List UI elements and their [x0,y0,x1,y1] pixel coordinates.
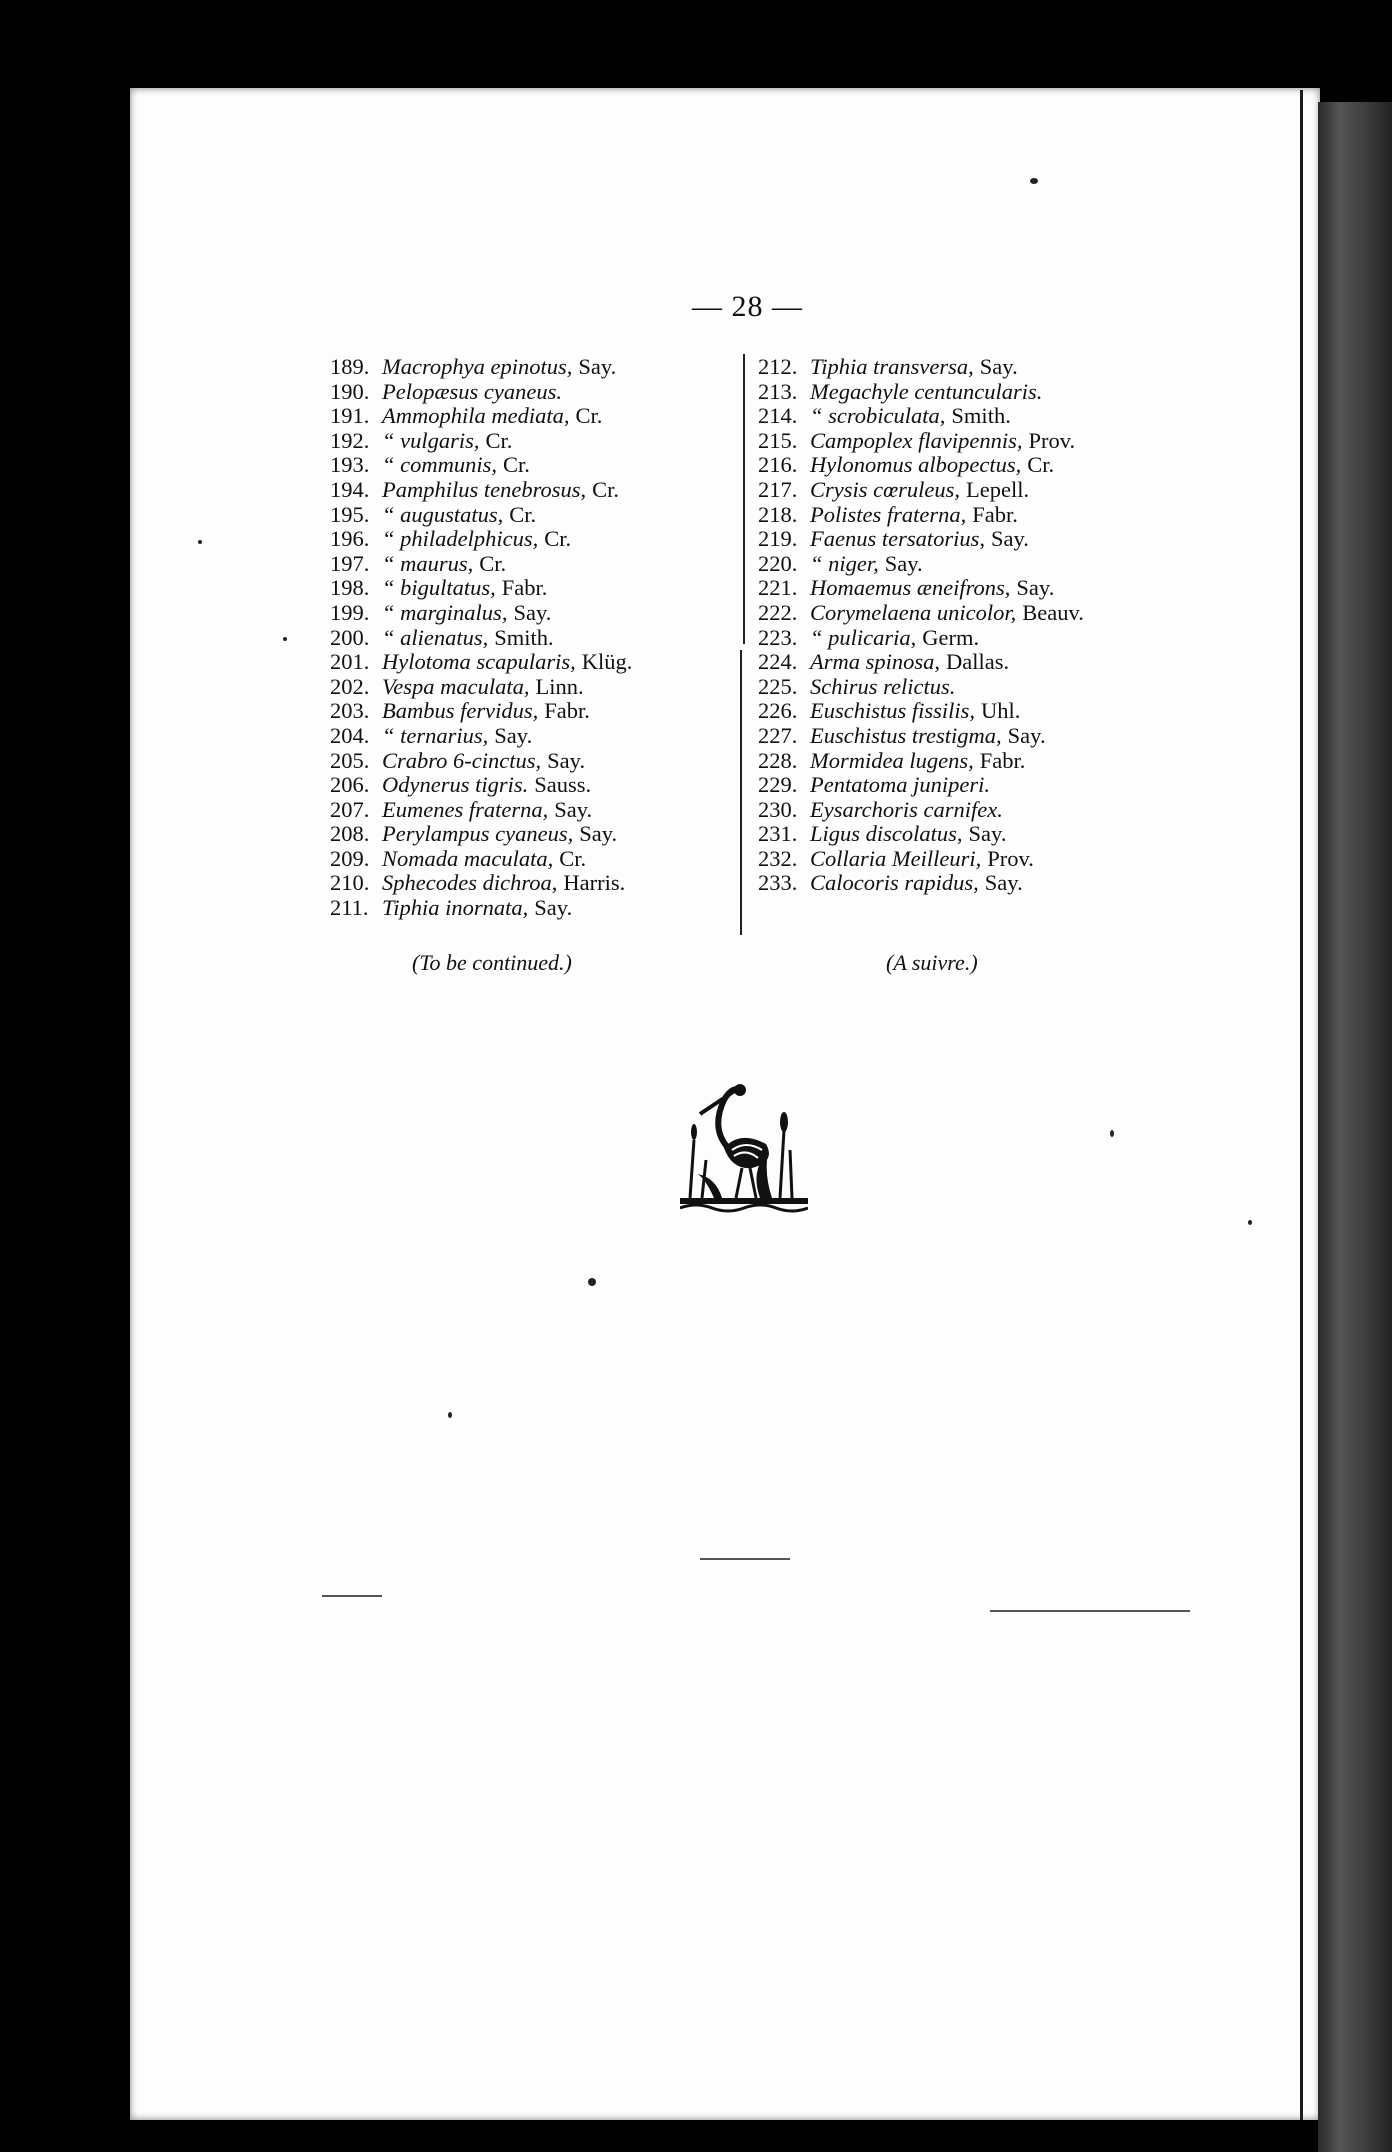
species-authority: Prov. [1028,427,1076,453]
entry-number: 220. [758,550,798,576]
scan-speck [1248,1220,1252,1225]
species-authority: Say. [579,821,618,847]
species-name: Odynerus tigris. [382,772,529,798]
species-authority: Prov. [987,845,1034,871]
page-number: — 28 — [692,290,803,323]
species-entry [330,675,750,700]
entry-number: 226. [758,698,798,724]
entry-number: 195. [330,501,370,527]
species-name: “ scrobiculata, [810,403,946,429]
species-entry [758,724,1178,749]
species-entry [330,527,750,552]
entry-number: 204. [330,722,370,748]
species-authority: Say. [578,354,617,379]
species-entry [330,355,750,380]
species-entry [758,404,1178,429]
species-entry [330,773,750,798]
species-entry [758,552,1178,577]
species-name: Campoplex flavipennis, [810,427,1023,453]
entry-number: 203. [330,698,370,724]
scan-speck [448,1412,452,1418]
species-name: “ communis, [382,452,498,478]
entry-number: 208. [330,821,370,847]
species-authority: Say. [1007,722,1046,748]
continued-note-french: (A suivre.) [886,950,978,975]
species-entry [758,601,1178,626]
entry-number: 201. [330,649,370,675]
entry-number: 224. [758,649,798,675]
entry-number: 210. [330,870,370,896]
species-name: Eumenes fraterna, [382,796,549,822]
species-entry [758,576,1178,601]
entry-number: 206. [330,772,370,798]
species-entry [330,453,750,478]
species-name: Collaria Meilleuri, [810,845,982,871]
entry-number: 197. [330,550,370,576]
species-entry [330,871,750,896]
species-name: Faenus tersatorius, [810,526,986,552]
species-name: Pamphilus tenebrosus, [382,476,587,502]
page-edge [1300,90,1303,2120]
species-entry [758,380,1178,405]
species-authority: Cr. [575,403,603,429]
entry-number: 199. [330,599,370,625]
species-name: Megachyle centuncularis. [810,378,1043,404]
column-divider-lower [740,650,742,935]
species-entry [330,699,750,724]
entry-number: 209. [330,845,370,871]
entry-number: 194. [330,476,370,502]
entry-number: 233. [758,870,798,896]
species-authority: Fabr. [501,575,548,601]
entry-number: 212. [758,354,798,379]
species-name: Tiphia transversa, [810,354,974,379]
species-entry [330,429,750,454]
species-name: Ammophila mediata, [382,403,570,429]
species-entry [330,503,750,528]
species-authority: Smith. [494,624,554,650]
species-authority: Say. [494,722,533,748]
crane-ornament-icon [680,1070,808,1220]
entry-number: 190. [330,378,370,404]
binding-strip [1318,102,1392,2152]
species-authority: Germ. [922,624,980,650]
entry-number: 217. [758,476,798,502]
entry-number: 214. [758,403,798,429]
species-authority: Say. [884,550,923,576]
species-name: “ niger, [810,550,879,576]
species-entry [330,822,750,847]
species-name: Corymelaena unicolor, [810,599,1017,625]
species-name: “ augustatus, [382,501,504,527]
species-name: Ligus discolatus, [810,821,963,847]
species-authority: Say. [1016,575,1055,601]
entry-number: 229. [758,772,798,798]
species-name: “ maurus, [382,550,474,576]
entry-number: 230. [758,796,798,822]
species-entry [758,650,1178,675]
species-name: Arma spinosa, [810,649,941,675]
species-name: “ marginalus, [382,599,508,625]
entry-number: 211. [330,895,369,921]
species-entry [758,626,1178,651]
species-authority: Say. [984,870,1023,896]
species-name: Pentatoma juniperi. [810,772,990,798]
species-entry [758,773,1178,798]
species-authority: Cr. [592,476,620,502]
scan-speck [198,540,202,544]
species-name: Euschistus trestigma, [810,722,1002,748]
species-name: Calocoris rapidus, [810,870,979,896]
species-entry [330,749,750,774]
scan-speck [588,1278,596,1286]
species-name: Nomada maculata, [382,845,554,871]
entry-number: 198. [330,575,370,601]
species-name: Mormidea lugens, [810,747,974,773]
species-entry [330,552,750,577]
species-name: Homaemus æneifrons, [810,575,1011,601]
scan-rule-fragment [700,1558,790,1560]
species-authority: Say. [979,354,1018,379]
species-entry [758,478,1178,503]
species-authority: Cr. [1027,452,1055,478]
scan-rule-fragment [322,1595,382,1597]
species-name: “ bigultatus, [382,575,496,601]
species-entry [758,822,1178,847]
species-authority: Say. [513,599,552,625]
entry-number: 207. [330,796,370,822]
entry-number: 205. [330,747,370,773]
entry-number: 202. [330,673,370,699]
species-name: Bambus fervidus, [382,698,539,724]
species-entry [758,453,1178,478]
species-name: Hylonomus albopectus, [810,452,1022,478]
entry-number: 189. [330,354,370,379]
entry-number: 228. [758,747,798,773]
species-authority: Cr. [509,501,537,527]
continued-note-english: (To be continued.) [412,950,572,975]
species-name: Tiphia inornata, [382,895,529,921]
species-entry [330,724,750,749]
species-authority: Smith. [951,403,1011,429]
entry-number: 219. [758,526,798,552]
entry-number: 200. [330,624,370,650]
entry-number: 232. [758,845,798,871]
species-name: Sphecodes dichroa, [382,870,558,896]
species-entry [758,527,1178,552]
species-entry [758,675,1178,700]
species-authority: Say. [547,747,586,773]
species-name: Macrophya epinotus, [382,354,573,379]
entry-number: 196. [330,526,370,552]
species-name: “ ternarius, [382,722,489,748]
species-authority: Linn. [535,673,584,699]
species-name: Vespa maculata, [382,673,530,699]
species-name: Crysis cœruleus, [810,476,961,502]
entry-number: 193. [330,452,370,478]
species-entry [330,896,750,921]
species-name: “ philadelphicus, [382,526,539,552]
entry-number: 225. [758,673,798,699]
species-entry [758,847,1178,872]
species-entry [758,871,1178,896]
scan-speck [1110,1130,1114,1137]
species-name: “ alienatus, [382,624,489,650]
species-entry [758,749,1178,774]
species-authority: Cr. [479,550,507,576]
species-authority: Beauv. [1022,599,1084,625]
species-entry [330,478,750,503]
species-entry [758,798,1178,823]
species-authority: Say. [534,895,573,921]
species-entry [330,380,750,405]
species-authority: Sauss. [534,772,592,798]
entry-number: 231. [758,821,798,847]
species-name: “ pulicaria, [810,624,917,650]
column-divider [743,354,745,644]
species-name: Polistes fraterna, [810,501,967,527]
species-name: Pelopæsus cyaneus. [382,378,562,404]
species-name: Euschistus fissilis, [810,698,976,724]
entry-number: 191. [330,403,370,429]
species-entry [330,576,750,601]
entry-number: 213. [758,378,798,404]
species-authority: Fabr. [979,747,1026,773]
species-entry [330,798,750,823]
scan-speck [1030,178,1038,184]
entry-number: 222. [758,599,798,625]
entry-number: 215. [758,427,798,453]
species-entry [758,429,1178,454]
species-authority: Cr. [503,452,530,478]
species-list-left [330,355,750,921]
species-authority: Dallas. [946,649,1010,675]
entry-number: 218. [758,501,798,527]
species-name: Crabro 6-cinctus, [382,747,542,773]
species-entry [330,626,750,651]
species-authority: Fabr. [972,501,1018,527]
species-name: Eysarchoris carnifex. [810,796,1003,822]
species-authority: Say. [554,796,593,822]
species-name: Schirus relictus. [810,673,956,699]
species-entry [758,699,1178,724]
species-entry [330,404,750,429]
species-entry [330,847,750,872]
species-authority: Klüg. [581,649,633,675]
species-entry [758,355,1178,380]
species-list-right [758,355,1178,896]
species-name: Hylotoma scapularis, [382,649,576,675]
species-entry [330,650,750,675]
scan-rule-fragment [990,1610,1190,1612]
species-authority: Fabr. [544,698,590,724]
species-authority: Lepell. [966,476,1030,502]
entry-number: 221. [758,575,798,601]
species-authority: Cr. [559,845,587,871]
species-authority: Cr. [485,427,513,453]
species-authority: Harris. [563,870,626,896]
species-entry [758,503,1178,528]
species-authority: Cr. [544,526,572,552]
species-name: Perylampus cyaneus, [382,821,574,847]
entry-number: 223. [758,624,798,650]
species-authority: Uhl. [981,698,1021,724]
scan-speck [283,637,287,641]
entry-number: 192. [330,427,370,453]
species-name: “ vulgaris, [382,427,480,453]
entry-number: 216. [758,452,798,478]
species-entry [330,601,750,626]
entry-number: 227. [758,722,798,748]
species-authority: Say. [991,526,1029,552]
species-authority: Say. [968,821,1007,847]
